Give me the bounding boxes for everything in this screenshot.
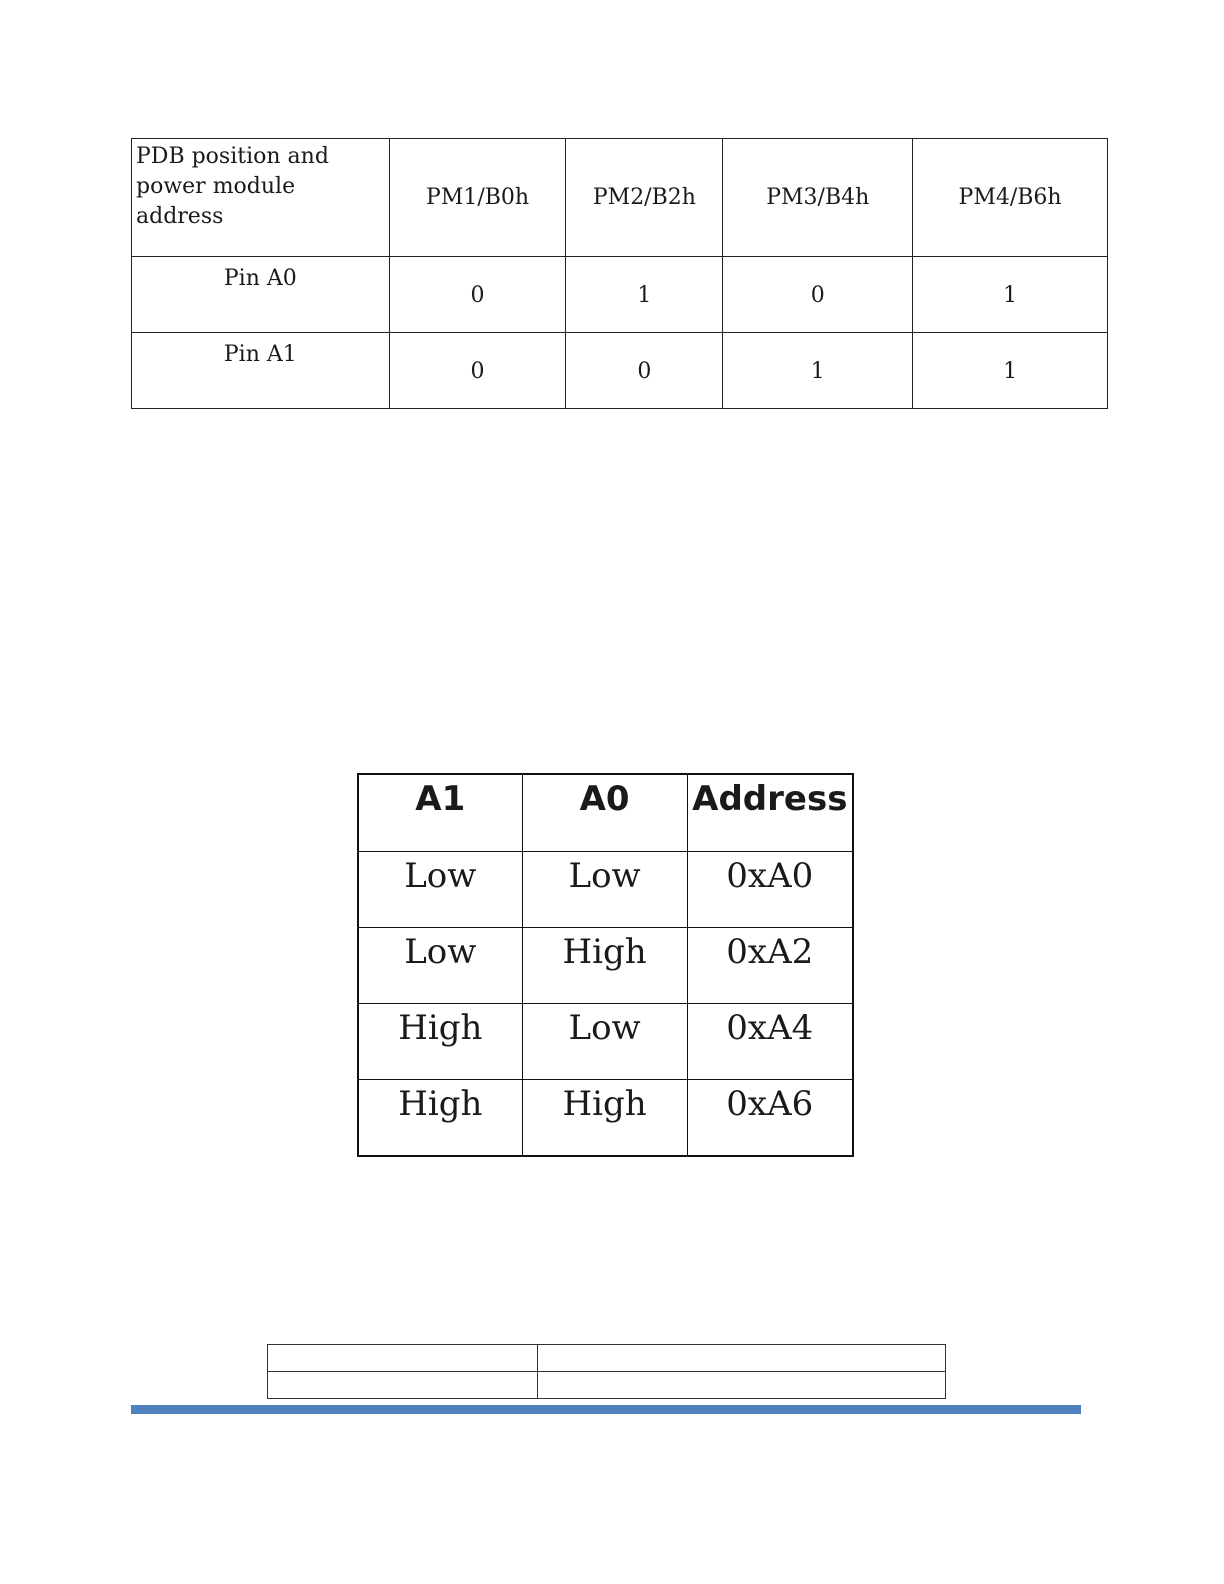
pdb-address-table xyxy=(131,138,1108,409)
table-cell: 1 xyxy=(566,257,723,333)
header-cell-a1: A1 xyxy=(358,774,522,852)
table-cell: High xyxy=(522,1080,687,1157)
header-cell-pm1: PM1/B0h xyxy=(389,139,566,257)
footer-cell xyxy=(268,1372,538,1399)
table-row xyxy=(358,928,853,1004)
footer-divider-bar xyxy=(131,1405,1081,1414)
table-cell: Low xyxy=(358,928,522,1004)
row-label-pin-a1: Pin A1 xyxy=(132,333,390,409)
table-cell: High xyxy=(358,1080,522,1157)
table-row xyxy=(268,1372,946,1399)
footer-cell xyxy=(537,1345,945,1372)
table-cell: 0 xyxy=(389,257,566,333)
table-cell: Low xyxy=(358,852,522,928)
table-cell: 1 xyxy=(913,333,1108,409)
table-cell: Low xyxy=(522,852,687,928)
footer-table xyxy=(267,1344,946,1399)
table-row xyxy=(358,852,853,928)
table-cell: 0xA2 xyxy=(687,928,853,1004)
table-header-row xyxy=(132,139,1108,257)
table-cell: 0xA4 xyxy=(687,1004,853,1080)
table-row xyxy=(268,1345,946,1372)
table-cell: High xyxy=(358,1004,522,1080)
footer-cell xyxy=(537,1372,945,1399)
table-cell: 0xA6 xyxy=(687,1080,853,1157)
header-cell-address: Address xyxy=(687,774,853,852)
table-cell: 1 xyxy=(723,333,913,409)
table-cell: 1 xyxy=(913,257,1108,333)
table-cell: Low xyxy=(522,1004,687,1080)
footer-cell xyxy=(268,1345,538,1372)
table-row xyxy=(358,1080,853,1157)
table-row xyxy=(358,1004,853,1080)
table-cell: 0 xyxy=(723,257,913,333)
table-cell: High xyxy=(522,928,687,1004)
header-cell-description: PDB position and power module address xyxy=(132,139,390,257)
pin-address-table xyxy=(357,773,854,1157)
table-header-row xyxy=(358,774,853,852)
header-cell-pm3: PM3/B4h xyxy=(723,139,913,257)
table-row xyxy=(132,333,1108,409)
row-label-pin-a0: Pin A0 xyxy=(132,257,390,333)
table-cell: 0xA0 xyxy=(687,852,853,928)
table-row xyxy=(132,257,1108,333)
table-cell: 0 xyxy=(566,333,723,409)
header-cell-a0: A0 xyxy=(522,774,687,852)
header-cell-pm4: PM4/B6h xyxy=(913,139,1108,257)
header-cell-pm2: PM2/B2h xyxy=(566,139,723,257)
table-cell: 0 xyxy=(389,333,566,409)
